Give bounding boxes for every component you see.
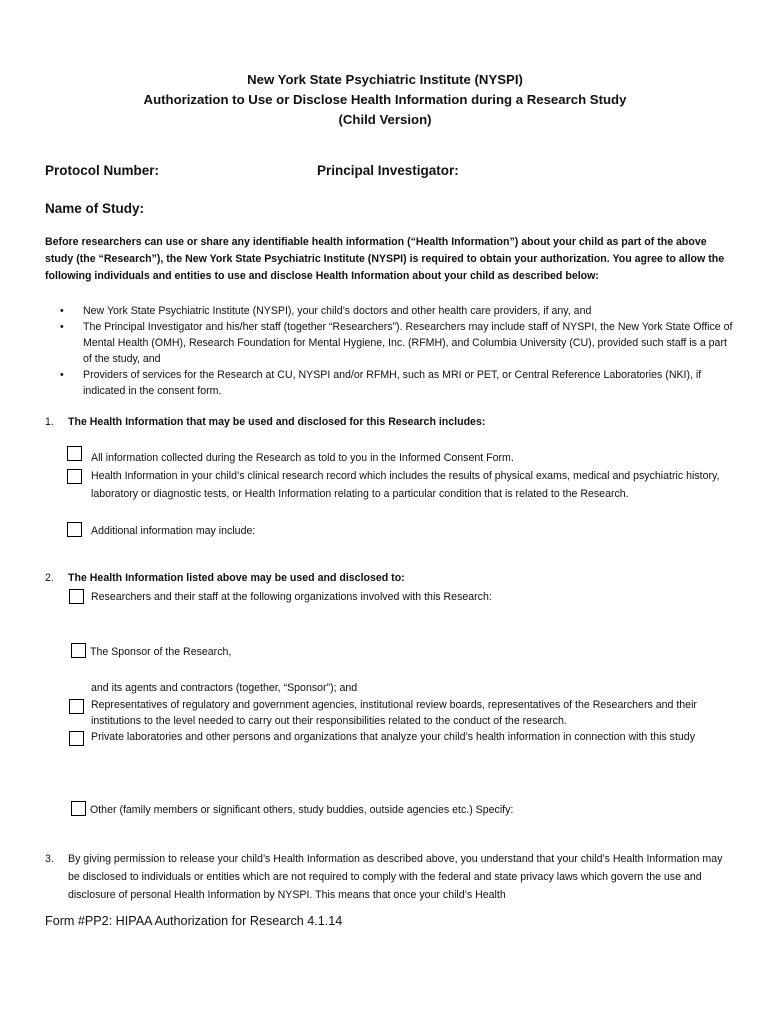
section-3-text: By giving permission to release your child’s Health Information as described above, you understand that your child’s Health Information may be disclosed to individuals or entities which are not required to comply with the federal and state privacy laws which govern the use and disclosure of personal Health Information by NYSPI. This means that once your child’s Health (68, 853, 723, 901)
option-other: Other (family members or significant others, study buddies, outside agencies etc.) Specify: (90, 804, 514, 816)
option-researchers: Researchers and their staff at the following organizations involved with this Research: (91, 591, 492, 603)
sponsor-continuation: and its agents and contractors (together, “Sponsor”); and (91, 682, 358, 694)
authorized-parties-list (45, 303, 735, 399)
list-item: • The Principal Investigator and his/her staff (together “Researchers”). Researchers may include staff of NYSPI, the New York State Office of Mental Health (OMH), Research Foundation for Mental Hygiene, Inc. (RFMH), and Columbia University (CU), provided such staff is a part of the study, and (45, 319, 735, 367)
section-number: 3. (45, 853, 54, 865)
title-line-1: New York State Psychiatric Institute (NYSPI) (247, 72, 523, 87)
name-of-study-label: Name of Study: (45, 201, 145, 216)
other-checkbox[interactable] (71, 801, 86, 816)
form-footer: Form #PP2: HIPAA Authorization for Research 4.1.14 (45, 914, 343, 928)
option-private-labs: Private laboratories and other persons and organizations that analyze your child’s health information in connection with this study (91, 731, 695, 743)
clinical-record-checkbox[interactable] (67, 469, 82, 484)
private-labs-checkbox[interactable] (69, 731, 84, 746)
option-clinical-record: Health Information in your child’s clinical research record which includes the results of physical exams, medical and psychiatric history, laboratory or diagnostic tests, or Health Information relating to a particular condition that is related to the Research. (91, 470, 720, 500)
protocol-number-label: Protocol Number: (45, 163, 160, 178)
additional-info-checkbox[interactable] (67, 522, 82, 537)
section-2-heading (45, 570, 735, 586)
section-1-heading (45, 414, 735, 430)
regulatory-checkbox[interactable] (69, 699, 84, 714)
option-sponsor: The Sponsor of the Research, (90, 646, 232, 658)
researchers-checkbox[interactable] (69, 589, 84, 604)
list-item: • New York State Psychiatric Institute (NYSPI), your child’s doctors and other health care providers, if any, and (45, 303, 735, 319)
section-number: 2. (45, 572, 54, 584)
all-info-checkbox[interactable] (67, 446, 82, 461)
section-3 (45, 850, 735, 904)
section-heading-text: The Health Information that may be used and disclosed for this Research includes: (68, 416, 486, 428)
option-additional-info: Additional information may include: (91, 525, 256, 537)
intro-paragraph: Before researchers can use or share any identifiable health information (“Health Information”) about your child as part of the above study (the “Research”), the New York State Psychiatric Institute (NYSPI) is required to obtain your authorization. You agree to allow the following individuals and entities to use and disclose Health Information about your child as described below: (45, 236, 725, 282)
principal-investigator-label: Principal Investigator: (317, 163, 459, 178)
sponsor-checkbox[interactable] (71, 643, 86, 658)
option-regulatory: Representatives of regulatory and government agencies, institutional review boards, representatives of the Researchers and their institutions to the level needed to carry out their responsibilities related to the conduct of the research. (91, 699, 697, 727)
title-line-2: Authorization to Use or Disclose Health Information during a Research Study (143, 92, 627, 107)
section-heading-text: The Health Information listed above may be used and disclosed to: (68, 572, 405, 584)
title-line-3: (Child Version) (338, 112, 432, 127)
list-item: • Providers of services for the Research at CU, NYSPI and/or RFMH, such as MRI or PET, or Central Reference Laboratories (NKI), if indicated in the consent form. (45, 367, 735, 399)
option-all-info: All information collected during the Research as told to you in the Informed Consent Form. (91, 452, 514, 464)
section-number: 1. (45, 416, 54, 428)
